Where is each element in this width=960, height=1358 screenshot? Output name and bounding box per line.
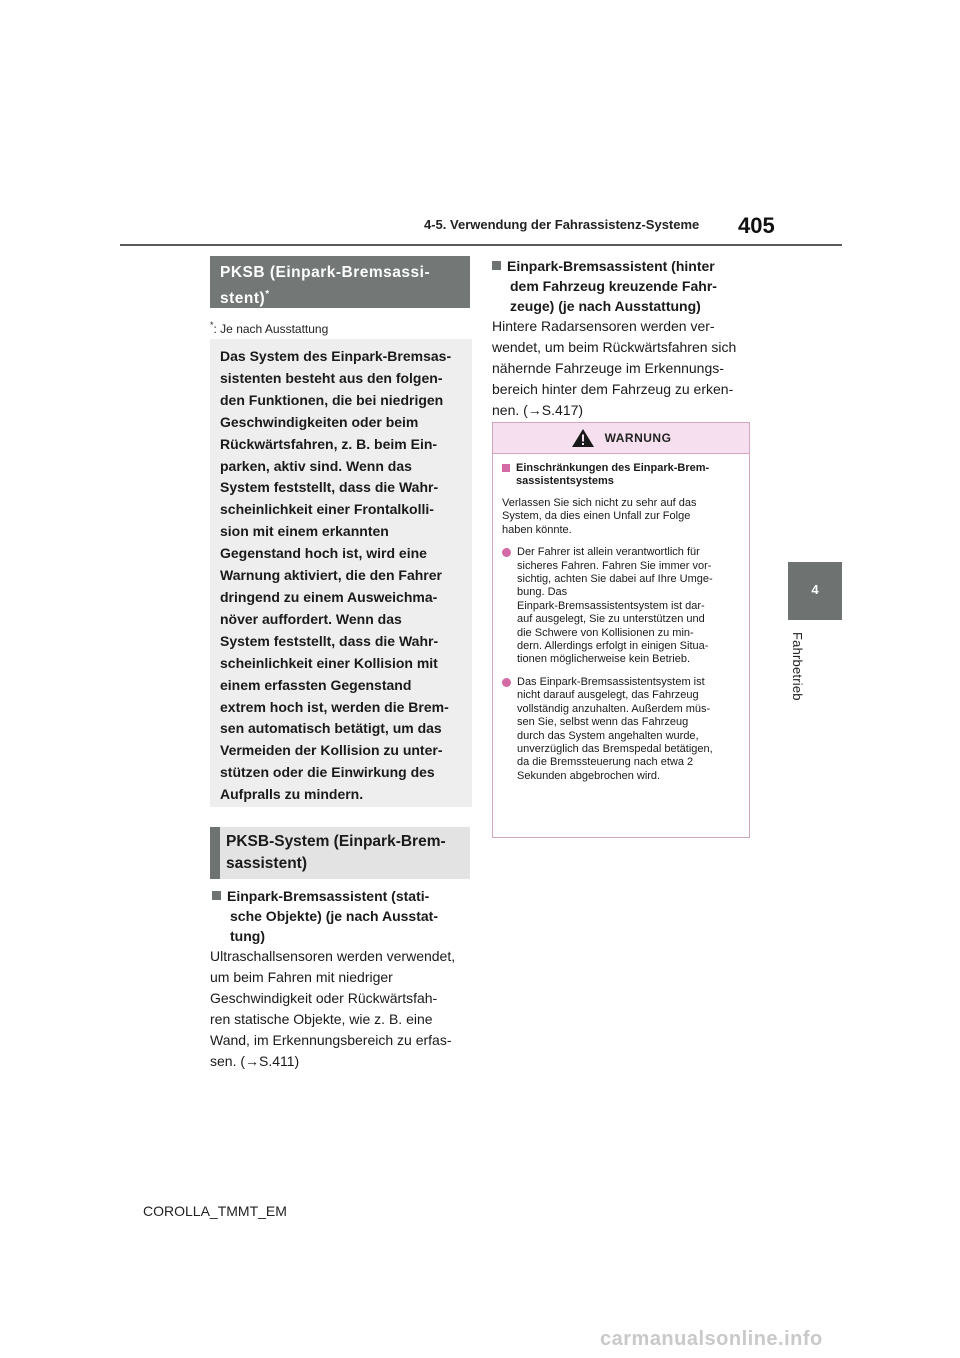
circle-bullet-icon — [502, 548, 511, 557]
intro-line: System feststellt, dass die Wahr- — [220, 479, 439, 496]
warning-bullet-line: Sekunden abgebrochen wird. — [517, 769, 661, 782]
intro-line: sen automatisch betätigt, um das — [220, 720, 442, 737]
body-line: um beim Fahren mit niedriger — [210, 969, 393, 985]
warning-bullet-line: vollständig anzuhalten. Außerdem müs- — [517, 702, 711, 715]
intro-line: Gegenstand hoch ist, wird eine — [220, 545, 427, 562]
warning-body — [493, 454, 749, 783]
document-code: COROLLA_TMMT_EM — [143, 1203, 287, 1219]
pksb-title-box — [210, 256, 470, 308]
warning-title: WARNUNG — [604, 431, 672, 445]
item-heading-line — [492, 296, 752, 316]
warning-bullet-line: Einpark-Bremsassistentsystem ist dar- — [517, 599, 705, 612]
item-heading-line — [212, 926, 472, 946]
warning-box — [492, 422, 750, 838]
intro-line: den Funktionen, die bei niedrigen — [220, 391, 444, 408]
body-line: nen. (→S.417) — [492, 402, 584, 418]
square-bullet-icon — [502, 464, 510, 472]
item-heading-text: zeuge) (je nach Ausstattung) — [510, 298, 701, 314]
item-heading-line — [212, 886, 472, 906]
warning-bullet-line: da die Bremssteuerung nach etwa 2 — [517, 756, 694, 769]
warning-bullet-line: bung. Das — [517, 586, 568, 599]
warning-subheading-line: sassistentsystems — [516, 475, 614, 487]
pksb-system-heading-line2: sassistent) — [226, 855, 307, 872]
pksb-system-heading — [210, 827, 470, 879]
chapter-label: Fahrbetrieb — [790, 632, 805, 701]
body-line: nähernde Fahrzeuge im Erkennungs- — [492, 360, 724, 376]
intro-line: dringend zu einem Ausweichma- — [220, 588, 438, 605]
intro-text — [210, 339, 472, 813]
warning-bullet-line: dern. Allerdings erfolgt in einigen Situa- — [517, 640, 709, 653]
intro-line: Rückwärtsfahren, z. B. beim Ein- — [220, 435, 438, 452]
square-bullet-icon — [492, 261, 501, 270]
item-heading-line — [492, 256, 752, 276]
warning-triangle-icon — [571, 428, 595, 448]
watermark: carmanualsonline.info — [600, 1328, 823, 1350]
warning-bullet-line: tionen möglicherweise kein Betrieb. — [517, 653, 691, 666]
warning-bullet-line: sicheres Fahren. Fahren Sie immer vor- — [517, 559, 712, 572]
intro-line: Vermeiden der Kollision zu unter- — [220, 742, 443, 759]
intro-line: extrem hoch ist, werden die Brem- — [220, 698, 449, 715]
warning-text-line: haben könnte. — [502, 523, 572, 536]
section-title: 4-5. Verwendung der Fahrassistenz-Systeme — [424, 217, 700, 232]
intro-line: Das System des Einpark-Bremsas- — [220, 348, 452, 364]
intro-line: stützen oder die Einwirkung des — [220, 764, 435, 781]
warning-bullet — [502, 546, 740, 667]
body-line: bereich hinter dem Fahrzeug zu erken- — [492, 381, 734, 397]
warning-text-line: System, da dies einen Unfall zur Folge — [502, 510, 691, 523]
warning-bullet-line: nicht darauf ausgelegt, das Fahrzeug — [517, 689, 699, 702]
warning-bullet-line: Das Einpark-Bremsassistentsystem ist — [517, 675, 705, 688]
circle-bullet-icon — [502, 678, 511, 687]
square-bullet-icon — [212, 891, 221, 900]
item-heading-text: Einpark-Bremsassistent (hinter — [507, 258, 715, 274]
item-heading-line — [212, 906, 472, 926]
warning-subheading — [502, 462, 740, 488]
warning-bullet-line: sichtig, achten Sie dabei auf Ihre Umge- — [517, 573, 713, 586]
intro-line: parken, aktiv sind. Wenn das — [220, 457, 412, 474]
body-line: sen. (→S.411) — [210, 1053, 300, 1069]
warning-text — [502, 497, 740, 537]
item-heading-text: tung) — [230, 928, 265, 944]
item-heading-text: Einpark-Bremsassistent (stati- — [227, 888, 430, 904]
warning-subheading-line: Einschränkungen des Einpark-Brem- — [516, 462, 710, 474]
footnote-text: : Je nach Ausstattung — [213, 322, 329, 336]
warning-bullet-line: durch das System angehalten wurde, — [517, 729, 699, 742]
item-heading-line — [492, 276, 752, 296]
static-objects-heading — [212, 886, 472, 946]
pksb-title-line1: PKSB (Einpark-Bremsassi- — [220, 264, 431, 281]
warning-bullet-line: sen Sie, selbst wenn das Fahrzeug — [517, 716, 689, 729]
crossing-vehicles-heading — [492, 256, 752, 316]
static-objects-text — [210, 946, 472, 1072]
intro-line: sistenten besteht aus den folgen- — [220, 369, 443, 386]
chapter-tab — [788, 562, 842, 620]
header-divider — [120, 244, 842, 246]
item-heading-text: dem Fahrzeug kreuzende Fahr- — [510, 278, 717, 294]
pksb-title-line2: stent) — [220, 290, 266, 308]
intro-line: Warnung aktiviert, die den Fahrer — [220, 567, 442, 584]
warning-bullet — [502, 676, 740, 783]
body-line: Geschwindigkeit oder Rückwärtsfah- — [210, 990, 438, 1006]
item-heading-text: sche Objekte) (je nach Ausstat- — [230, 908, 438, 924]
intro-box — [210, 339, 472, 807]
warning-bullet-line: unverzüglich das Bremspedal betätigen, — [517, 742, 713, 755]
intro-line: System feststellt, dass die Wahr- — [220, 632, 439, 649]
warning-bullet-line: Der Fahrer ist allein verantwortlich für — [517, 546, 700, 559]
warning-bullet-line: die Schwere von Kollisionen zu min- — [517, 626, 694, 639]
pksb-system-heading-line1: PKSB-System (Einpark-Brem- — [226, 833, 446, 850]
chapter-number: 4 — [811, 582, 819, 597]
intro-line: scheinlichkeit einer Frontalkolli- — [220, 501, 434, 518]
body-line: wendet, um beim Rückwärtsfahren sich — [492, 339, 737, 355]
page-number: 405 — [738, 213, 775, 238]
footnote-mark: * — [210, 320, 214, 330]
body-line: Hintere Radarsensoren werden ver- — [492, 318, 715, 334]
intro-line: einem erfassten Gegenstand — [220, 676, 412, 693]
footnote — [210, 320, 328, 336]
intro-line: sion mit einem erkannten — [220, 523, 389, 540]
warning-bullet-line: auf ausgelegt, Sie zu unterstützen und — [517, 613, 705, 626]
intro-line: Geschwindigkeiten oder beim — [220, 413, 419, 430]
intro-line: Aufpralls zu mindern. — [220, 786, 364, 803]
pksb-title-mark: * — [265, 289, 270, 300]
body-line: Ultraschallsensoren werden verwendet, — [210, 948, 456, 964]
body-line: ren statische Objekte, wie z. B. eine — [210, 1011, 433, 1027]
intro-line: növer auffordert. Wenn das — [220, 610, 402, 627]
crossing-vehicles-text — [492, 316, 754, 421]
body-line: Wand, im Erkennungsbereich zu erfas- — [210, 1032, 452, 1048]
intro-line: scheinlichkeit einer Kollision mit — [220, 654, 438, 671]
warning-header — [493, 423, 749, 454]
warning-text-line: Verlassen Sie sich nicht zu sehr auf das — [502, 497, 697, 509]
